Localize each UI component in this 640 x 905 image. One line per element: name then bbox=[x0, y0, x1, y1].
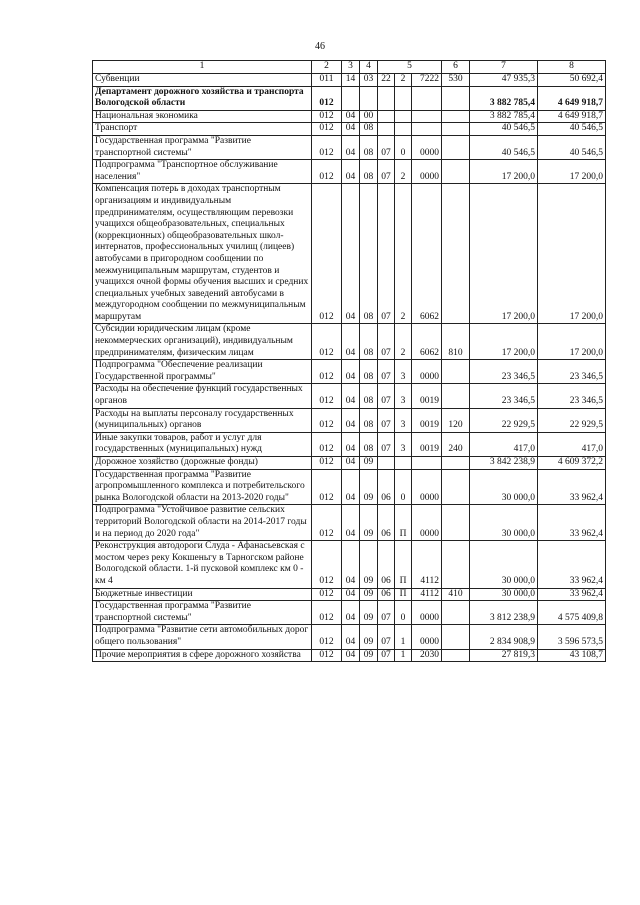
subsection-code: 08 bbox=[360, 135, 378, 159]
program-code: 07 bbox=[378, 649, 395, 662]
expense-type-code: 240 bbox=[442, 432, 470, 456]
program-code: 07 bbox=[378, 625, 395, 649]
row-name: Подпрограмма "Устойчивое развитие сельских территорий Вологодской области на 2014-2017 годы и на период до 2020 года" bbox=[93, 505, 312, 541]
subsection-code: 09 bbox=[360, 625, 378, 649]
row-name: Дорожное хозяйство (дорожные фонды) bbox=[93, 457, 312, 470]
grbs-code: 012 bbox=[312, 457, 342, 470]
subsection-code bbox=[360, 86, 378, 110]
column-number-header: 4 bbox=[360, 61, 378, 74]
grbs-code: 012 bbox=[312, 384, 342, 408]
amount-year-2: 22 929,5 bbox=[538, 408, 606, 432]
budget-table bbox=[92, 60, 606, 662]
table-row bbox=[93, 541, 606, 588]
program-code: 07 bbox=[378, 432, 395, 456]
table-row bbox=[93, 408, 606, 432]
row-name: Государственная программа "Развитие транспортной системы" bbox=[93, 135, 312, 159]
subprogram-code: 0 bbox=[395, 135, 412, 159]
amount-year-2: 40 546,5 bbox=[538, 123, 606, 136]
grbs-code: 012 bbox=[312, 324, 342, 360]
program-code: 06 bbox=[378, 541, 395, 588]
program-code: 07 bbox=[378, 135, 395, 159]
direction-code: 0019 bbox=[412, 384, 442, 408]
table-row bbox=[93, 160, 606, 184]
program-code: 06 bbox=[378, 469, 395, 505]
row-name: Транспорт bbox=[93, 123, 312, 136]
subprogram-code: 3 bbox=[395, 360, 412, 384]
grbs-code: 011 bbox=[312, 74, 342, 87]
expense-type-code bbox=[442, 110, 470, 123]
row-name: Расходы на выплаты персоналу государственных (муниципальных) органов bbox=[93, 408, 312, 432]
row-name: Национальная экономика bbox=[93, 110, 312, 123]
program-code: 07 bbox=[378, 384, 395, 408]
row-name: Подпрограмма "Транспортное обслуживание населения" bbox=[93, 160, 312, 184]
subprogram-code: 1 bbox=[395, 649, 412, 662]
table-row bbox=[93, 384, 606, 408]
grbs-code: 012 bbox=[312, 123, 342, 136]
subprogram-code bbox=[395, 123, 412, 136]
amount-year-2: 17 200,0 bbox=[538, 184, 606, 324]
row-name: Государственная программа "Развитие агропромышленного комплекса и потребительского рынка Вологодской области на 2013-2020 годы" bbox=[93, 469, 312, 505]
grbs-code: 012 bbox=[312, 541, 342, 588]
section-code: 14 bbox=[342, 74, 360, 87]
program-code: 06 bbox=[378, 505, 395, 541]
amount-year-2: 417,0 bbox=[538, 432, 606, 456]
expense-type-code bbox=[442, 469, 470, 505]
column-number-header: 1 bbox=[93, 61, 312, 74]
row-name: Департамент дорожного хозяйства и транспорта Вологодской области bbox=[93, 86, 312, 110]
amount-year-2: 40 546,5 bbox=[538, 135, 606, 159]
subprogram-code: 3 bbox=[395, 432, 412, 456]
subprogram-code: 3 bbox=[395, 384, 412, 408]
program-code bbox=[378, 123, 395, 136]
amount-year-2: 33 962,4 bbox=[538, 588, 606, 601]
program-code bbox=[378, 457, 395, 470]
subsection-code: 03 bbox=[360, 74, 378, 87]
expense-type-code: 120 bbox=[442, 408, 470, 432]
direction-code bbox=[412, 457, 442, 470]
row-name: Подпрограмма "Развитие сети автомобильных дорог общего пользования" bbox=[93, 625, 312, 649]
amount-year-1: 30 000,0 bbox=[470, 588, 538, 601]
direction-code: 6062 bbox=[412, 324, 442, 360]
direction-code: 0000 bbox=[412, 601, 442, 625]
amount-year-1: 47 935,3 bbox=[470, 74, 538, 87]
program-code: 07 bbox=[378, 160, 395, 184]
program-code: 07 bbox=[378, 184, 395, 324]
table-row bbox=[93, 86, 606, 110]
subprogram-code: П bbox=[395, 505, 412, 541]
grbs-code: 012 bbox=[312, 86, 342, 110]
section-code: 04 bbox=[342, 649, 360, 662]
subprogram-code: 2 bbox=[395, 74, 412, 87]
row-name: Субвенции bbox=[93, 74, 312, 87]
subsection-code: 08 bbox=[360, 360, 378, 384]
expense-type-code bbox=[442, 649, 470, 662]
row-name: Реконструкция автодороги Слуда - Афанасьевская с мостом через реку Кокшеньгу в Тарногском районе Вологодской области. 1-й пусковой комплекс км 0 - км 4 bbox=[93, 541, 312, 588]
table-row bbox=[93, 469, 606, 505]
amount-year-2: 23 346,5 bbox=[538, 384, 606, 408]
row-name: Компенсация потерь в доходах транспортным организациям и индивидуальным предпринимателям, осуществляющим перевозки учащихся общеобразовательных, специальных (коррекционных) общеобразовательных школ-интернатов, профессиональных училищ (лицеев) автобусами в пригородном сообщении по межмуниципальным маршрутам, студентов и учащихся очной формы обучения высших и средних специальных учебных заведений автобусами в междугородном сообщении по межмуниципальным маршрутам bbox=[93, 184, 312, 324]
expense-type-code bbox=[442, 384, 470, 408]
expense-type-code: 410 bbox=[442, 588, 470, 601]
amount-year-1: 22 929,5 bbox=[470, 408, 538, 432]
subprogram-code: 0 bbox=[395, 469, 412, 505]
section-code: 04 bbox=[342, 432, 360, 456]
amount-year-2: 50 692,4 bbox=[538, 74, 606, 87]
subprogram-code: 2 bbox=[395, 160, 412, 184]
subsection-code: 08 bbox=[360, 160, 378, 184]
table-row bbox=[93, 135, 606, 159]
program-code: 07 bbox=[378, 324, 395, 360]
expense-type-code bbox=[442, 160, 470, 184]
subsection-code: 08 bbox=[360, 184, 378, 324]
expense-type-code: 810 bbox=[442, 324, 470, 360]
page-number: 46 bbox=[315, 41, 325, 52]
grbs-code: 012 bbox=[312, 135, 342, 159]
table-row bbox=[93, 74, 606, 87]
amount-year-2: 33 962,4 bbox=[538, 505, 606, 541]
subsection-code: 08 bbox=[360, 384, 378, 408]
column-number-header: 5 bbox=[378, 61, 442, 74]
subsection-code: 09 bbox=[360, 505, 378, 541]
expense-type-code bbox=[442, 184, 470, 324]
amount-year-1: 23 346,5 bbox=[470, 360, 538, 384]
direction-code: 6062 bbox=[412, 184, 442, 324]
amount-year-2: 43 108,7 bbox=[538, 649, 606, 662]
amount-year-1: 27 819,3 bbox=[470, 649, 538, 662]
section-code: 04 bbox=[342, 384, 360, 408]
row-name: Прочие мероприятия в сфере дорожного хозяйства bbox=[93, 649, 312, 662]
amount-year-1: 3 882 785,4 bbox=[470, 86, 538, 110]
subsection-code: 00 bbox=[360, 110, 378, 123]
amount-year-2: 33 962,4 bbox=[538, 541, 606, 588]
subsection-code: 09 bbox=[360, 457, 378, 470]
amount-year-1: 17 200,0 bbox=[470, 160, 538, 184]
table-row bbox=[93, 649, 606, 662]
row-name: Подпрограмма "Обеспечение реализации Государственной программы" bbox=[93, 360, 312, 384]
grbs-code: 012 bbox=[312, 601, 342, 625]
section-code: 04 bbox=[342, 110, 360, 123]
section-code: 04 bbox=[342, 408, 360, 432]
program-code: 07 bbox=[378, 360, 395, 384]
section-code: 04 bbox=[342, 123, 360, 136]
table-row bbox=[93, 432, 606, 456]
row-name: Бюджетные инвестиции bbox=[93, 588, 312, 601]
program-code: 22 bbox=[378, 74, 395, 87]
grbs-code: 012 bbox=[312, 360, 342, 384]
subsection-code: 09 bbox=[360, 588, 378, 601]
program-code bbox=[378, 110, 395, 123]
section-code: 04 bbox=[342, 135, 360, 159]
subprogram-code bbox=[395, 110, 412, 123]
amount-year-2: 3 596 573,5 bbox=[538, 625, 606, 649]
section-code: 04 bbox=[342, 360, 360, 384]
grbs-code: 012 bbox=[312, 469, 342, 505]
amount-year-2: 4 575 409,8 bbox=[538, 601, 606, 625]
column-number-header: 2 bbox=[312, 61, 342, 74]
direction-code: 0000 bbox=[412, 135, 442, 159]
table-row bbox=[93, 457, 606, 470]
row-name: Субсидии юридическим лицам (кроме некоммерческих организаций), индивидуальным предпринимателям, физическим лицам bbox=[93, 324, 312, 360]
subprogram-code bbox=[395, 86, 412, 110]
direction-code: 0019 bbox=[412, 408, 442, 432]
subsection-code: 09 bbox=[360, 469, 378, 505]
column-number-header: 8 bbox=[538, 61, 606, 74]
direction-code: 0000 bbox=[412, 160, 442, 184]
amount-year-1: 17 200,0 bbox=[470, 324, 538, 360]
subsection-code: 08 bbox=[360, 123, 378, 136]
amount-year-1: 17 200,0 bbox=[470, 184, 538, 324]
subprogram-code: 2 bbox=[395, 184, 412, 324]
expense-type-code bbox=[442, 360, 470, 384]
direction-code: 4112 bbox=[412, 588, 442, 601]
direction-code bbox=[412, 123, 442, 136]
amount-year-1: 30 000,0 bbox=[470, 469, 538, 505]
direction-code: 2030 bbox=[412, 649, 442, 662]
amount-year-2: 33 962,4 bbox=[538, 469, 606, 505]
subprogram-code: П bbox=[395, 541, 412, 588]
direction-code: 0000 bbox=[412, 625, 442, 649]
amount-year-1: 30 000,0 bbox=[470, 541, 538, 588]
grbs-code: 012 bbox=[312, 184, 342, 324]
grbs-code: 012 bbox=[312, 110, 342, 123]
expense-type-code bbox=[442, 601, 470, 625]
direction-code: 0000 bbox=[412, 469, 442, 505]
amount-year-1: 3 842 238,9 bbox=[470, 457, 538, 470]
program-code: 07 bbox=[378, 408, 395, 432]
section-code bbox=[342, 86, 360, 110]
section-code: 04 bbox=[342, 324, 360, 360]
subsection-code: 09 bbox=[360, 649, 378, 662]
expense-type-code bbox=[442, 86, 470, 110]
amount-year-1: 417,0 bbox=[470, 432, 538, 456]
amount-year-2: 23 346,5 bbox=[538, 360, 606, 384]
grbs-code: 012 bbox=[312, 432, 342, 456]
direction-code: 7222 bbox=[412, 74, 442, 87]
expense-type-code bbox=[442, 505, 470, 541]
section-code: 04 bbox=[342, 601, 360, 625]
direction-code: 0000 bbox=[412, 505, 442, 541]
table-row bbox=[93, 324, 606, 360]
subsection-code: 09 bbox=[360, 541, 378, 588]
table-row bbox=[93, 625, 606, 649]
table-row bbox=[93, 360, 606, 384]
expense-type-code: 530 bbox=[442, 74, 470, 87]
amount-year-2: 17 200,0 bbox=[538, 160, 606, 184]
table-row bbox=[93, 588, 606, 601]
row-name: Государственная программа "Развитие транспортной системы" bbox=[93, 601, 312, 625]
expense-type-code bbox=[442, 135, 470, 159]
grbs-code: 012 bbox=[312, 408, 342, 432]
column-number-header-row bbox=[93, 61, 606, 74]
amount-year-2: 4 649 918,7 bbox=[538, 86, 606, 110]
subprogram-code: 1 bbox=[395, 625, 412, 649]
grbs-code: 012 bbox=[312, 160, 342, 184]
subsection-code: 08 bbox=[360, 324, 378, 360]
table-row bbox=[93, 123, 606, 136]
row-name: Расходы на обеспечение функций государственных органов bbox=[93, 384, 312, 408]
direction-code bbox=[412, 110, 442, 123]
column-number-header: 7 bbox=[470, 61, 538, 74]
table-row bbox=[93, 601, 606, 625]
direction-code: 4112 bbox=[412, 541, 442, 588]
subprogram-code: П bbox=[395, 588, 412, 601]
table-row bbox=[93, 110, 606, 123]
direction-code: 0000 bbox=[412, 360, 442, 384]
expense-type-code bbox=[442, 625, 470, 649]
amount-year-1: 30 000,0 bbox=[470, 505, 538, 541]
section-code: 04 bbox=[342, 469, 360, 505]
program-code bbox=[378, 86, 395, 110]
expense-type-code bbox=[442, 457, 470, 470]
subsection-code: 08 bbox=[360, 408, 378, 432]
section-code: 04 bbox=[342, 588, 360, 601]
amount-year-1: 40 546,5 bbox=[470, 135, 538, 159]
subsection-code: 09 bbox=[360, 601, 378, 625]
section-code: 04 bbox=[342, 184, 360, 324]
program-code: 06 bbox=[378, 588, 395, 601]
section-code: 04 bbox=[342, 541, 360, 588]
amount-year-2: 4 609 372,2 bbox=[538, 457, 606, 470]
direction-code bbox=[412, 86, 442, 110]
amount-year-2: 17 200,0 bbox=[538, 324, 606, 360]
grbs-code: 012 bbox=[312, 625, 342, 649]
section-code: 04 bbox=[342, 505, 360, 541]
amount-year-1: 23 346,5 bbox=[470, 384, 538, 408]
amount-year-1: 2 834 908,9 bbox=[470, 625, 538, 649]
grbs-code: 012 bbox=[312, 505, 342, 541]
direction-code: 0019 bbox=[412, 432, 442, 456]
subprogram-code: 0 bbox=[395, 601, 412, 625]
table-body bbox=[93, 74, 606, 662]
subprogram-code bbox=[395, 457, 412, 470]
subprogram-code: 2 bbox=[395, 324, 412, 360]
table-row bbox=[93, 184, 606, 324]
section-code: 04 bbox=[342, 457, 360, 470]
amount-year-1: 40 546,5 bbox=[470, 123, 538, 136]
column-number-header: 6 bbox=[442, 61, 470, 74]
table-row bbox=[93, 505, 606, 541]
section-code: 04 bbox=[342, 160, 360, 184]
amount-year-1: 3 882 785,4 bbox=[470, 110, 538, 123]
program-code: 07 bbox=[378, 601, 395, 625]
grbs-code: 012 bbox=[312, 588, 342, 601]
amount-year-2: 4 649 918,7 bbox=[538, 110, 606, 123]
expense-type-code bbox=[442, 541, 470, 588]
row-name: Иные закупки товаров, работ и услуг для государственных (муниципальных) нужд bbox=[93, 432, 312, 456]
expense-type-code bbox=[442, 123, 470, 136]
subprogram-code: 3 bbox=[395, 408, 412, 432]
amount-year-1: 3 812 238,9 bbox=[470, 601, 538, 625]
subsection-code: 08 bbox=[360, 432, 378, 456]
grbs-code: 012 bbox=[312, 649, 342, 662]
column-number-header: 3 bbox=[342, 61, 360, 74]
section-code: 04 bbox=[342, 625, 360, 649]
